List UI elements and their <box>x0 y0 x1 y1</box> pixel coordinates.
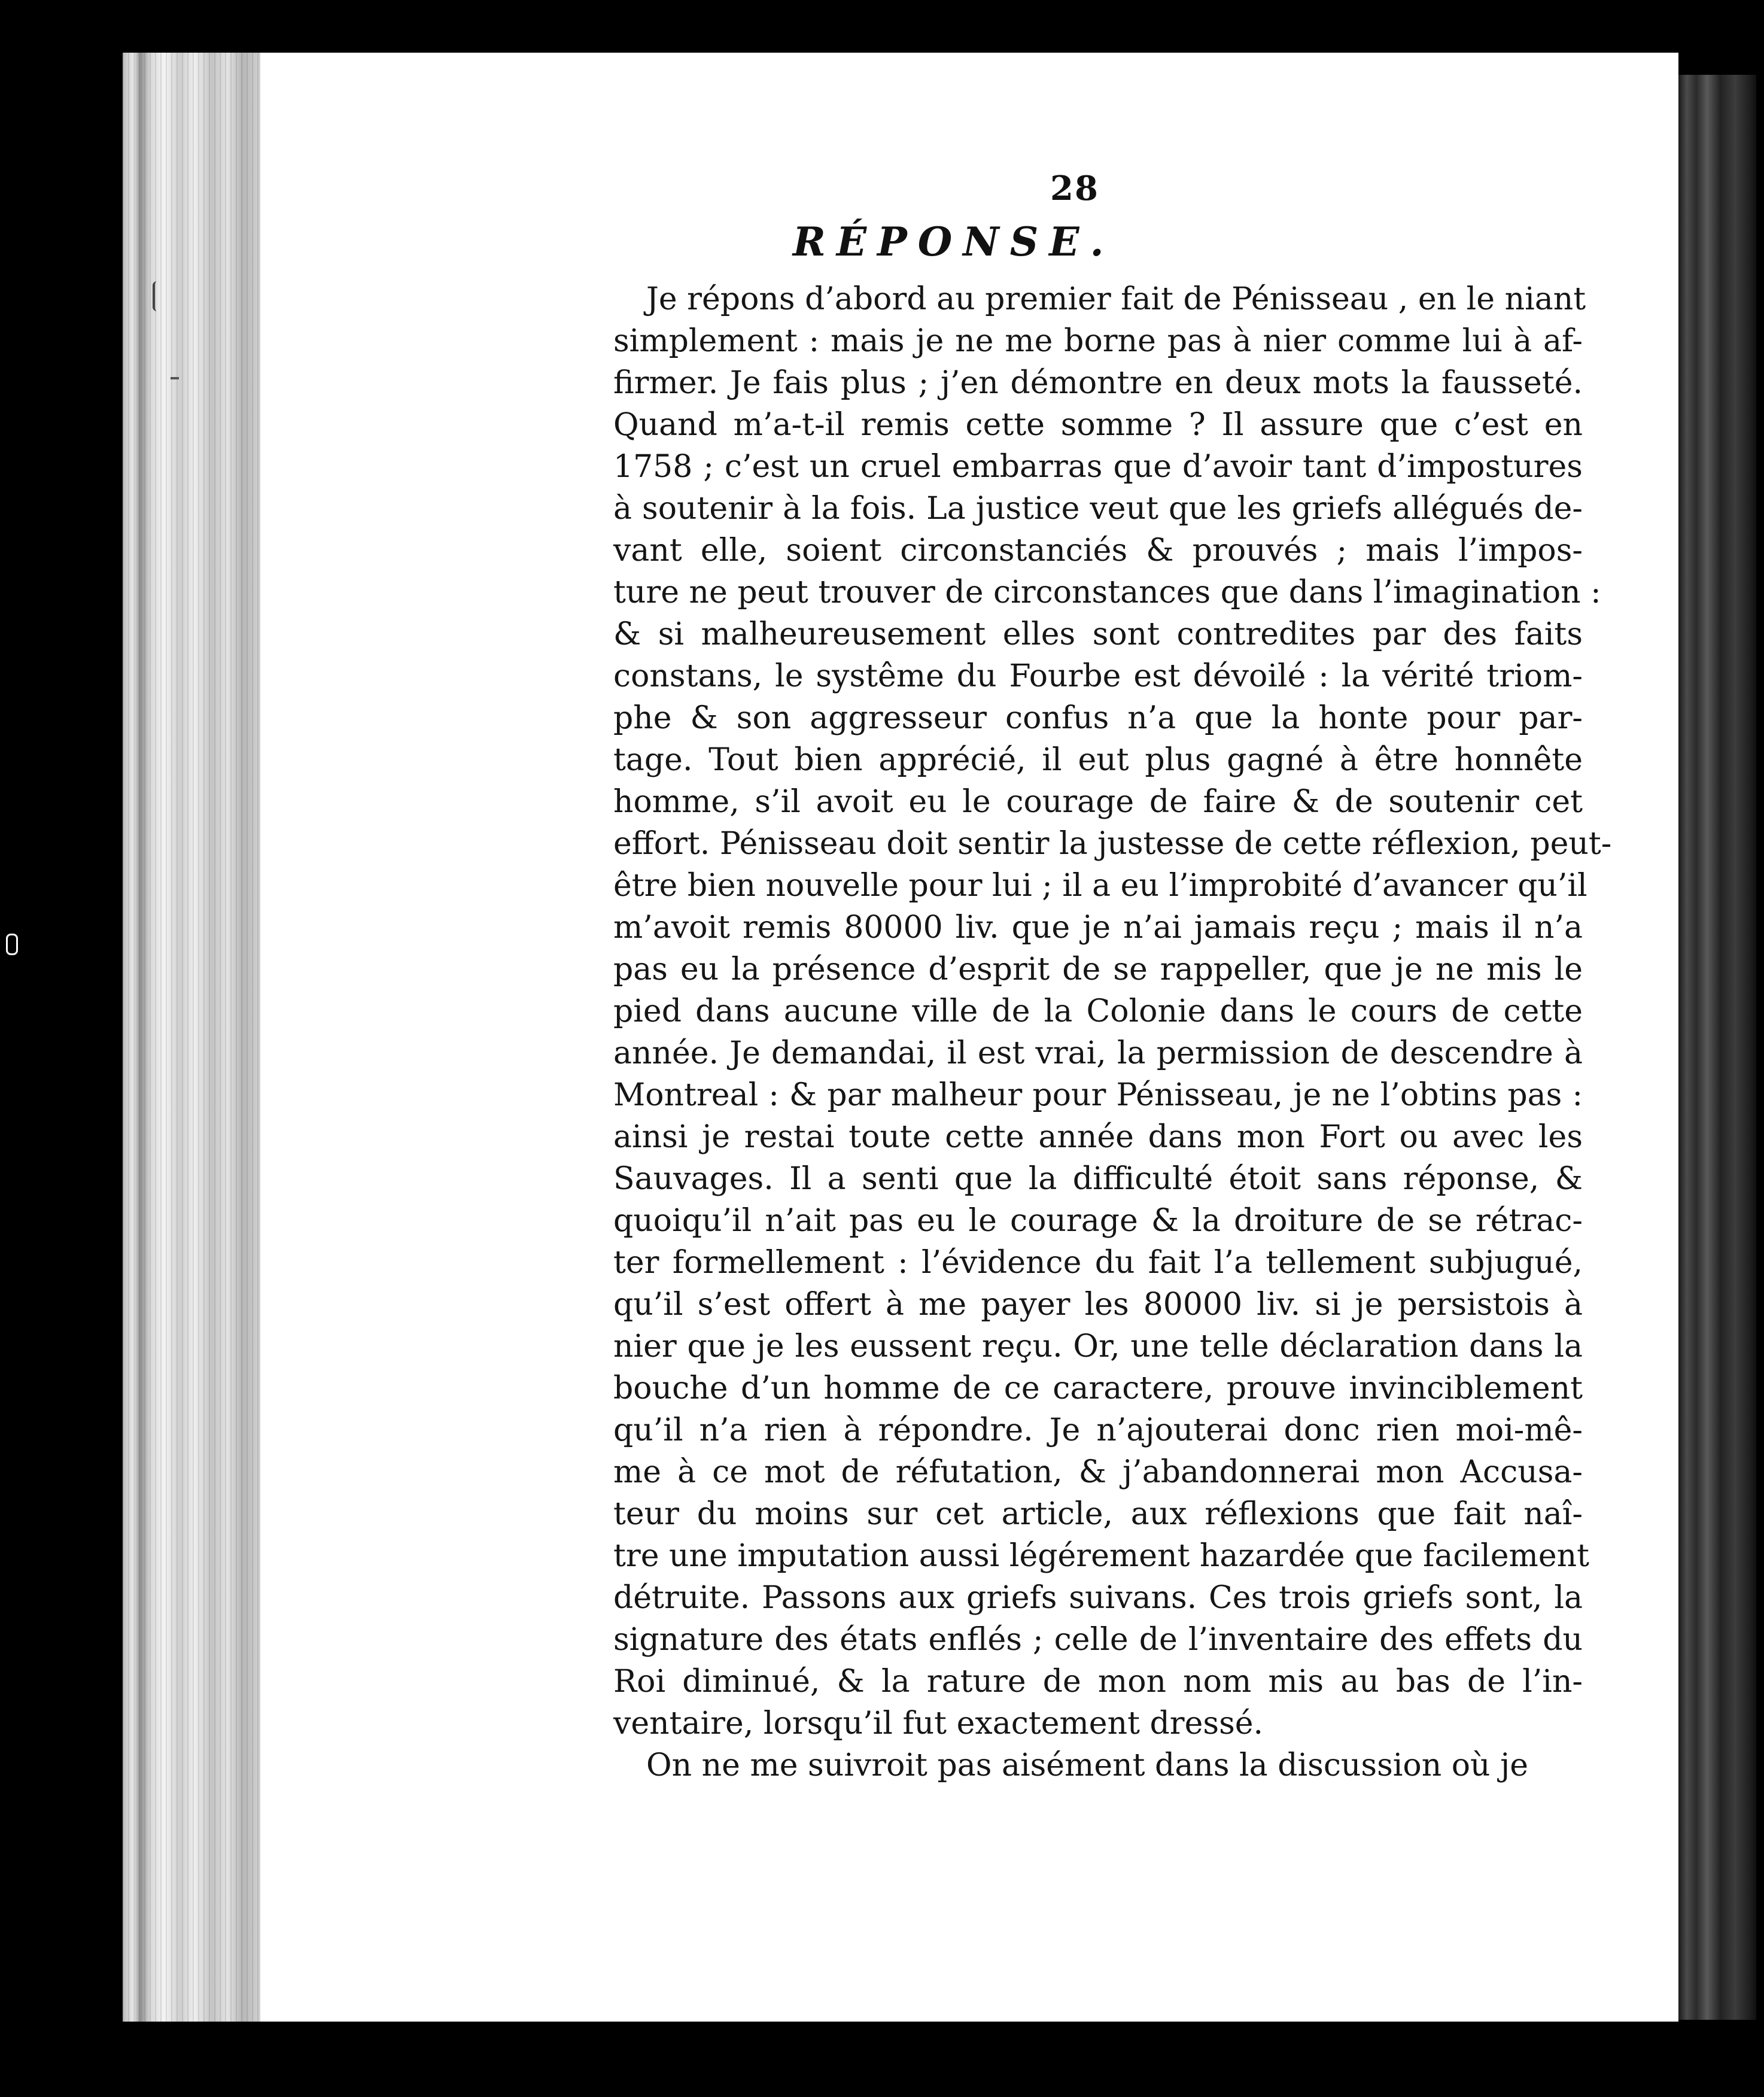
text-line: constans, le systême du Fourbe est dévoilé : la vérité triom- <box>613 658 1583 694</box>
text-line: signature des états enflés ; celle de l’inventaire des effets du <box>613 1622 1583 1658</box>
text-line: quoiqu’il n’ait pas eu le courage & la droiture de se rétrac- <box>613 1203 1583 1239</box>
text-line: effort. Pénisseau doit sentir la justesse de cette réflexion, peut- <box>613 826 1612 862</box>
text-line: m’avoit remis 80000 liv. que je n’ai jamais reçu ; mais il n’a <box>613 910 1583 946</box>
text-line: être bien nouvelle pour lui ; il a eu l’improbité d’avancer qu’il <box>613 868 1587 904</box>
text-line: Sauvages. Il a senti que la difficulté étoit sans réponse, & <box>613 1161 1583 1197</box>
text-line: ainsi je restai toute cette année dans mon Fort ou avec les <box>613 1119 1583 1155</box>
text-line: pas eu la présence d’esprit de se rappeller, que je ne mis le <box>613 952 1583 987</box>
text-line: firmer. Je fais plus ; j’en démontre en deux mots la fausseté. <box>613 365 1583 401</box>
binding-hole-mark <box>6 934 18 955</box>
section-heading: RÉPONSE. <box>793 218 1115 265</box>
text-line: qu’il s’est offert à me payer les 80000 liv. si je persistois à <box>613 1287 1583 1323</box>
left-page-edge-lines <box>123 53 260 2022</box>
text-line: Montreal : & par malheur pour Pénisseau, je ne l’obtins pas : <box>613 1077 1583 1113</box>
right-dark-border <box>1678 75 1756 2020</box>
body-text <box>613 278 1612 1786</box>
text-line: phe & son aggresseur confus n’a que la honte pour par- <box>613 700 1583 736</box>
page-number: 28 <box>1050 169 1099 208</box>
text-line: ter formellement : l’évidence du fait l’a tellement subjugué, <box>613 1245 1583 1281</box>
text-line: On ne me suivroit pas aisément dans la discussion où je <box>646 1748 1528 1783</box>
text-line: bouche d’un homme de ce caractere, prouve invinciblement <box>613 1370 1583 1406</box>
text-line: ventaire, lorsqu’il fut exactement dressé. <box>613 1706 1264 1742</box>
text-line: homme, s’il avoit eu le courage de faire & de soutenir cet <box>613 784 1583 820</box>
paragraph <box>613 1745 1583 1786</box>
text-line: qu’il n’a rien à répondre. Je n’ajouterai donc rien moi-mê- <box>613 1412 1583 1448</box>
text-line: me à ce mot de réfutation, & j’abandonnerai mon Accusa- <box>613 1454 1583 1490</box>
text-line: Roi diminué, & la rature de mon nom mis au bas de l’in- <box>613 1664 1583 1700</box>
text-line: & si malheureusement elles sont contredites par des faits <box>613 616 1583 652</box>
text-line: nier que je les eussent reçu. Or, une telle déclaration dans la <box>613 1329 1583 1364</box>
text-line: détruite. Passons aux griefs suivans. Ces trois griefs sont, la <box>613 1580 1583 1616</box>
text-line: pied dans aucune ville de la Colonie dans le cours de cette <box>613 993 1583 1029</box>
text-line: 1758 ; c’est un cruel embarras que d’avoir tant d’impostures <box>613 449 1583 485</box>
text-line: vant elle, soient circonstanciés & prouvés ; mais l’impos- <box>613 533 1583 569</box>
left-margin-mark-small <box>171 377 179 379</box>
text-line: tage. Tout bien apprécié, il eut plus gagné à être honnête <box>613 742 1583 778</box>
text-line: année. Je demandai, il est vrai, la permission de descendre à <box>613 1035 1583 1071</box>
text-line: tre une imputation aussi légérement hazardée que facilement <box>613 1538 1589 1574</box>
text-line: ture ne peut trouver de circonstances que dans l’imagination : <box>613 575 1601 610</box>
text-line: Je répons d’abord au premier fait de Pénisseau , en le niant <box>646 281 1586 317</box>
left-margin-mark <box>153 281 161 311</box>
text-line: Quand m’a-t-il remis cette somme ? Il assure que c’est en <box>613 407 1583 443</box>
text-line: simplement : mais je ne me borne pas à nier comme lui à af- <box>613 323 1583 359</box>
text-line: à soutenir à la fois. La justice veut que les griefs allégués de- <box>613 491 1583 527</box>
paragraph <box>613 278 1612 1745</box>
text-line: teur du moins sur cet article, aux réflexions que fait naî- <box>613 1496 1583 1532</box>
